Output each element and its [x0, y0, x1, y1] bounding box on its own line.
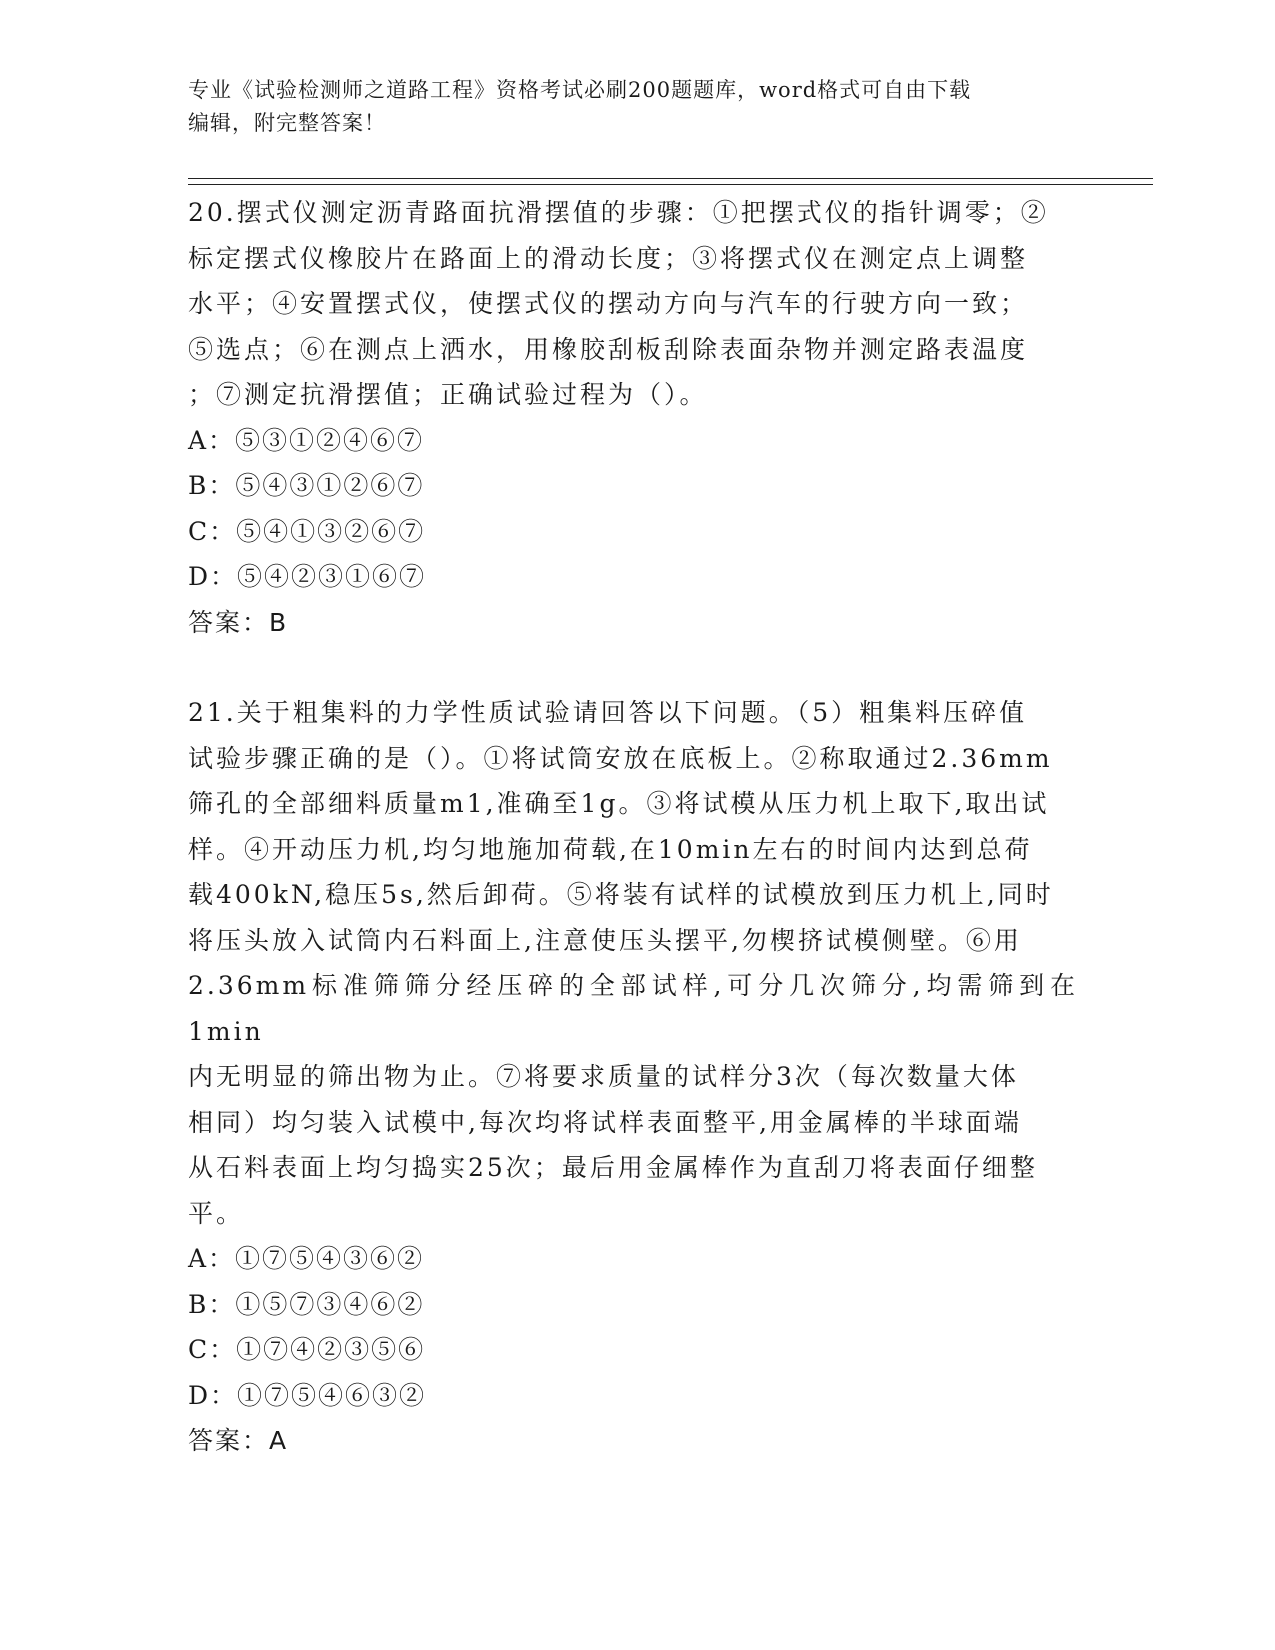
question-21-option-b: B：①⑤⑦③④⑥② — [188, 1289, 425, 1319]
question-20-option-c: C：⑤④①③②⑥⑦ — [188, 516, 426, 546]
question-20-answer: 答案：B — [188, 607, 289, 637]
question-21-line-7: 2.36mm标准筛筛分经压碎的全部试样,可分几次筛分,均需筛到在1min — [188, 971, 1078, 1046]
header-divider-top — [188, 178, 1153, 179]
question-spacer — [188, 645, 1078, 690]
header-divider-bottom — [188, 184, 1153, 185]
question-20-line-2: 标定摆式仪橡胶片在路面上的滑动长度；③将摆式仪在测定点上调整 — [188, 243, 1029, 273]
question-21 — [188, 690, 1078, 1464]
question-21-line-6: 将压头放入试筒内石料面上,注意使压头摆平,勿楔挤试模侧壁。⑥用 — [188, 925, 1022, 955]
question-21-line-8: 内无明显的筛出物为止。⑦将要求质量的试样分3次（每次数量大体 — [188, 1062, 1019, 1091]
question-list — [188, 190, 1078, 1464]
question-21-line-11: 平。 — [188, 1198, 245, 1228]
question-20-option-b: B：⑤④③①②⑥⑦ — [188, 471, 425, 500]
question-21-answer: 答案：A — [188, 1426, 289, 1455]
question-21-line-1: 21.关于粗集料的力学性质试验请回答以下问题。（5）粗集料压碎值 — [188, 698, 1028, 727]
question-21-option-a: A：①⑦⑤④③⑥② — [188, 1244, 425, 1273]
header-line-2: 编辑，附完整答案！ — [188, 111, 386, 135]
document-header — [188, 74, 1088, 140]
question-21-option-d: D：①⑦⑤④⑥③② — [188, 1380, 427, 1410]
question-21-line-4: 样。④开动压力机,均匀地施加荷载,在10min左右的时间内达到总荷 — [188, 834, 1033, 864]
question-21-line-10: 从石料表面上均匀捣实25次；最后用金属棒作为直刮刀将表面仔细整 — [188, 1153, 1038, 1182]
question-20-line-1: 20.摆式仪测定沥青路面抗滑摆值的步骤：①把摆式仪的指针调零；② — [188, 198, 1049, 227]
question-21-line-9: 相同）均匀装入试模中,每次均将试样表面整平,用金属棒的半球面端 — [188, 1107, 1022, 1137]
question-21-option-c: C：①⑦④②③⑤⑥ — [188, 1335, 426, 1364]
question-20-line-3: 水平；④安置摆式仪，使摆式仪的摆动方向与汽车的行驶方向一致； — [188, 289, 1029, 318]
question-20-line-4: ⑤选点；⑥在测点上洒水，用橡胶刮板刮除表面杂物并测定路表温度 — [188, 334, 1029, 364]
question-21-line-5: 载400kN,稳压5s,然后卸荷。⑤将装有试样的试模放到压力机上,同时 — [188, 880, 1054, 909]
header-line-1: 专业《试验检测师之道路工程》资格考试必刷200题题库，word格式可自由下载 — [188, 78, 972, 102]
question-20-option-a: A：⑤③①②④⑥⑦ — [188, 425, 425, 455]
question-20-option-d: D：⑤④②③①⑥⑦ — [188, 562, 427, 591]
question-21-line-2: 试验步骤正确的是（）。①将试筒安放在底板上。②称取通过2.36mm — [188, 743, 1053, 773]
question-20 — [188, 190, 1078, 645]
question-20-line-5: ；⑦测定抗滑摆值；正确试验过程为（）。 — [188, 380, 708, 409]
question-21-line-3: 筛孔的全部细料质量m1,准确至1g。③将试模从压力机上取下,取出试 — [188, 789, 1050, 818]
